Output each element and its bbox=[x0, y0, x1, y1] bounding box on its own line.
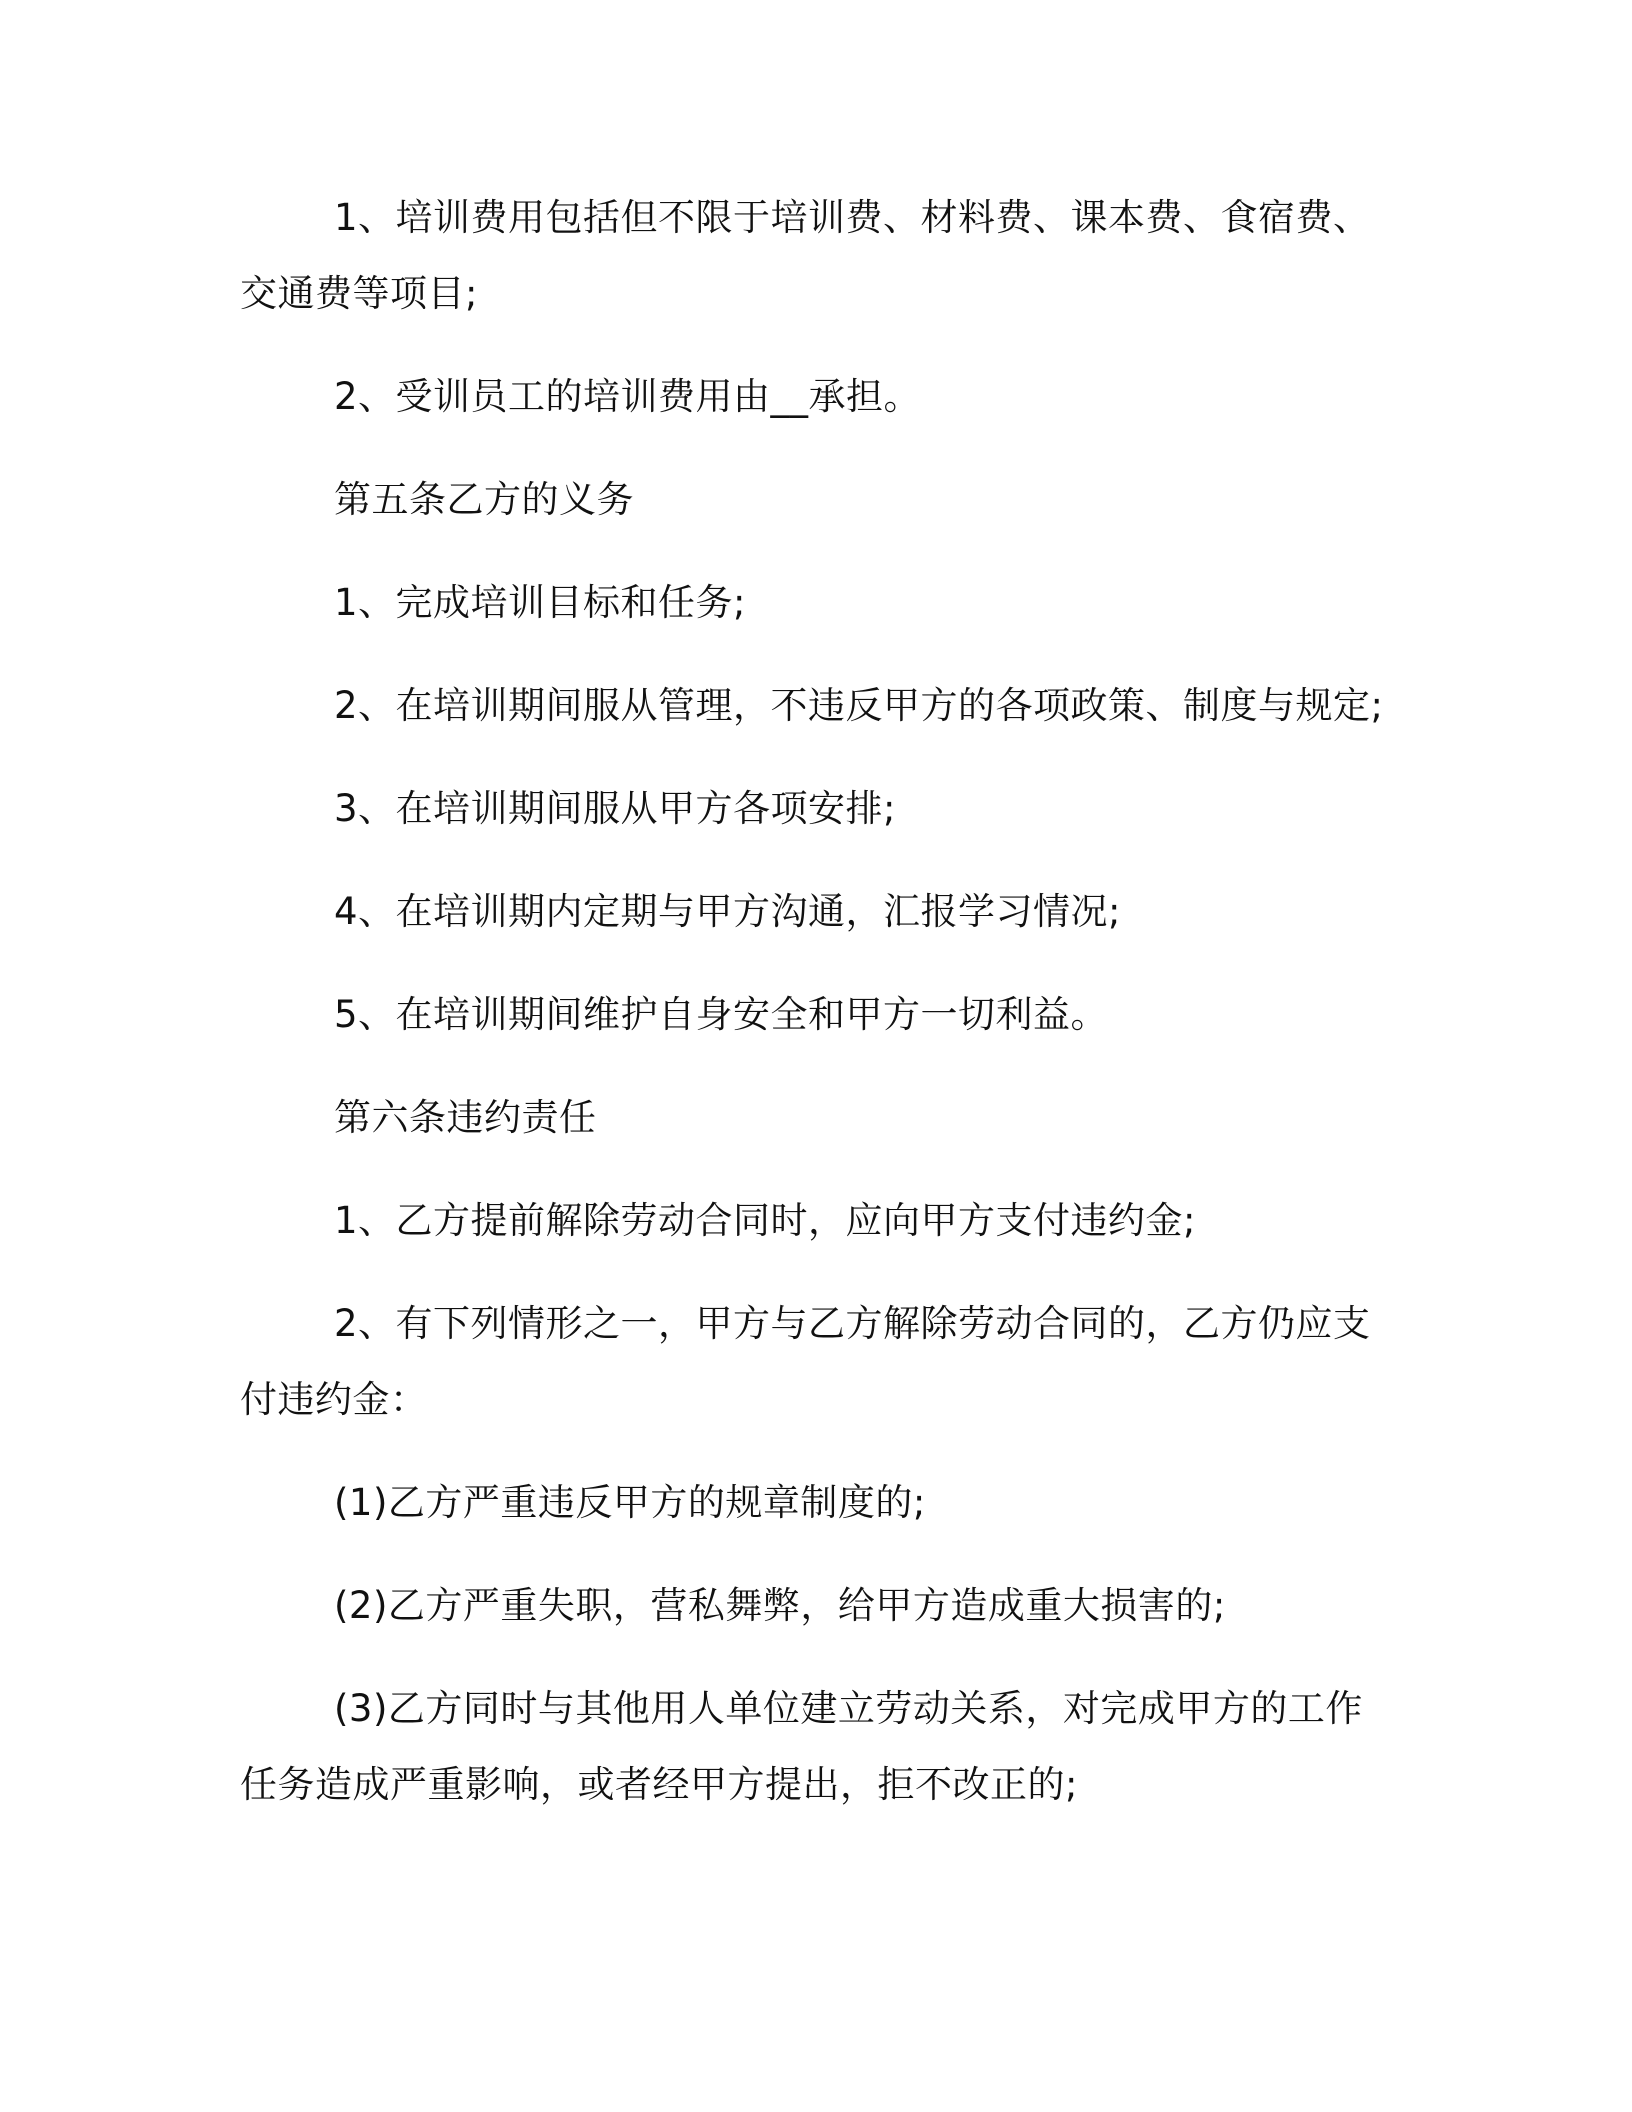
paragraph-duty-3: 3、在培训期间服从甲方各项安排; bbox=[334, 787, 897, 830]
paragraph-liability-case-2: (2)乙方严重失职，营私舞弊，给甲方造成重大损害的; bbox=[334, 1584, 1226, 1627]
section-heading-article-6: 第六条违约责任 bbox=[334, 1096, 597, 1139]
paragraph-duty-4: 4、在培训期内定期与甲方沟通，汇报学习情况; bbox=[334, 890, 1122, 933]
paragraph-liability-case-3: (3)乙方同时与其他用人单位建立劳动关系，对完成甲方的工作任务造成严重影响，或者经甲方提出，拒不改正的; bbox=[240, 1687, 1363, 1806]
section-heading-article-5: 第五条乙方的义务 bbox=[334, 478, 634, 521]
paragraph-liability-1: 1、乙方提前解除劳动合同时，应向甲方支付违约金; bbox=[334, 1199, 1197, 1242]
paragraph-fee-items: 1、培训费用包括但不限于培训费、材料费、课本费、食宿费、交通费等项目; bbox=[240, 196, 1371, 315]
paragraph-fee-bearer: 2、受训员工的培训费用由__承担。 bbox=[334, 375, 922, 418]
paragraph-duty-1: 1、完成培训目标和任务; bbox=[334, 581, 747, 624]
paragraph-duty-2: 2、在培训期间服从管理，不违反甲方的各项政策、制度与规定; bbox=[334, 684, 1384, 727]
paragraph-duty-5: 5、在培训期间维护自身安全和甲方一切利益。 bbox=[334, 993, 1109, 1036]
paragraph-liability-case-1: (1)乙方严重违反甲方的规章制度的; bbox=[334, 1481, 926, 1524]
document-body bbox=[240, 180, 1400, 1850]
paragraph-liability-2: 2、有下列情形之一，甲方与乙方解除劳动合同的，乙方仍应支付违约金： bbox=[240, 1302, 1371, 1421]
